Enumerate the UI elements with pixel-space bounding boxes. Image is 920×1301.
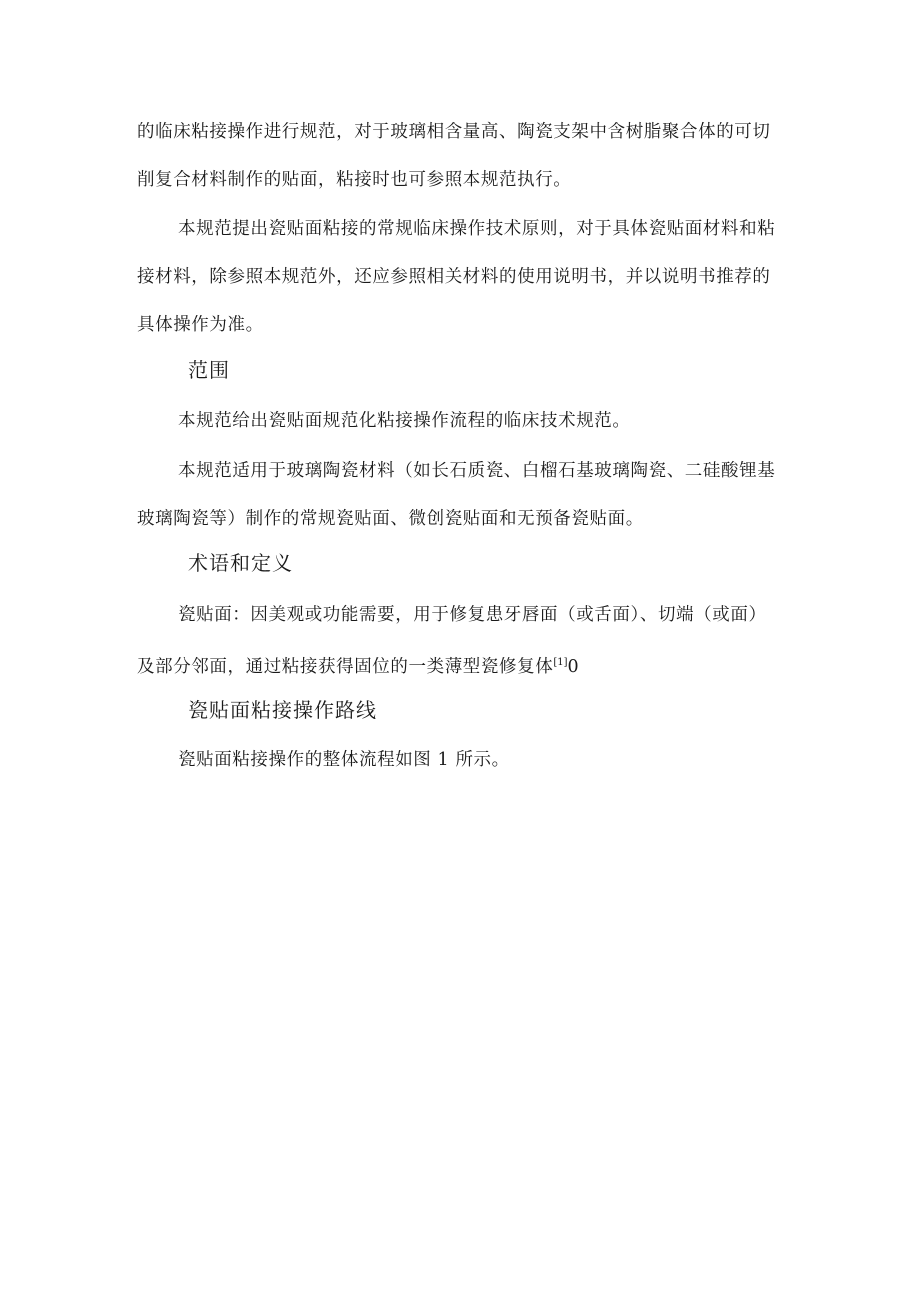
terms-paragraph-1 bbox=[137, 591, 793, 691]
scope-paragraph-2 bbox=[137, 447, 793, 543]
intro-paragraph-1 bbox=[137, 108, 793, 204]
intro-paragraph-2 bbox=[137, 205, 793, 349]
citation-marker: [1] bbox=[553, 657, 568, 668]
scope-paragraph-1 bbox=[137, 397, 793, 445]
route-paragraph-1 bbox=[137, 736, 793, 784]
paragraph-line: 本规范给出瓷贴面规范化粘接操作流程的临床技术规范。 bbox=[178, 411, 631, 431]
paragraph-line: 削复合材料制作的贴面，粘接时也可参照本规范执行。 bbox=[137, 170, 572, 190]
paragraph-line: 接材料，除参照本规范外，还应参照相关材料的使用说明书，并以说明书推荐的 bbox=[137, 267, 771, 287]
paragraph-line: 的临床粘接操作进行规范，对于玻璃相含量高、陶瓷支架中含树脂聚合体的可切 bbox=[137, 122, 771, 142]
paragraph-line: 瓷贴面粘接操作的整体流程如图 1 所示。 bbox=[178, 750, 510, 770]
definition-text: 及部分邻面，通过粘接获得固位的一类薄型瓷修复体 bbox=[137, 657, 554, 677]
definition-tail: 0 bbox=[567, 657, 580, 677]
paragraph-line: 瓷贴面：因美观或功能需要，用于修复患牙唇面（或舌面）、切端（或面） bbox=[178, 605, 767, 625]
paragraph-line: 本规范提出瓷贴面粘接的常规临床操作技术原则，对于具体瓷贴面材料和粘 bbox=[178, 219, 776, 239]
section-heading-scope: 范围 bbox=[188, 358, 230, 382]
paragraph-line: 玻璃陶瓷等）制作的常规瓷贴面、微创瓷贴面和无预备瓷贴面。 bbox=[137, 509, 644, 529]
paragraph-line: 具体操作为准。 bbox=[137, 315, 264, 335]
paragraph-line bbox=[137, 639, 793, 691]
paragraph-line: 本规范适用于玻璃陶瓷材料（如长石质瓷、白榴石基玻璃陶瓷、二硅酸锂基 bbox=[178, 461, 776, 481]
section-heading-terms: 术语和定义 bbox=[188, 551, 293, 575]
section-heading-route: 瓷贴面粘接操作路线 bbox=[188, 698, 377, 722]
